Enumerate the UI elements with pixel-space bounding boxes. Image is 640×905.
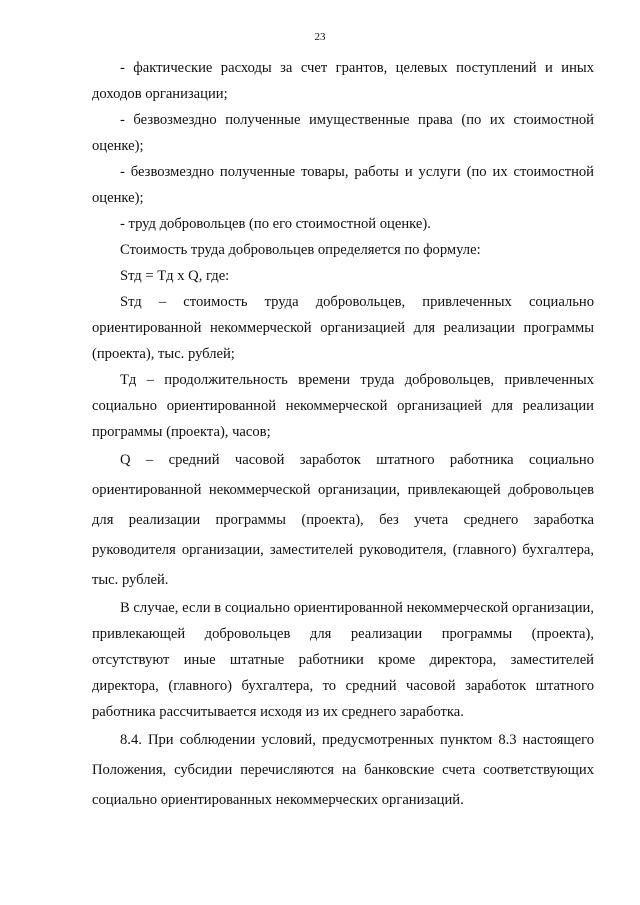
list-item-volunteer-labor: - труд добровольцев (по его стоимостной оценке). (120, 216, 431, 232)
document-body (92, 55, 594, 815)
case-paragraph: В случае, если в социально ориентированной некоммерческой организации, привлекающей добровольцев для реализации программы (проекта), отсутствуют иные штатные работники кроме директора, заместителей директора, (главного) бухгалтера, то средний часовой заработок штатного работника рассчитывается исходя из их среднего заработка. (92, 600, 594, 720)
list-item-property-rights: - безвозмездно полученные имущественные права (по их стоимостной оценке); (92, 112, 594, 154)
page-number: 23 (314, 31, 326, 43)
definition-std: Sтд – стоимость труда добровольцев, привлеченных социально ориентированной некоммерческой организацией для реализации программы (проекта), тыс. рублей; (92, 294, 594, 362)
definition-q: Q – средний часовой заработок штатного работника социально ориентированной некоммерческой организации, привлекающей добровольцев для реализации программы (проекта), без учета среднего заработка руководителя организации, заместителей руководителя, (главного) бухгалтера, тыс. рублей. (92, 452, 594, 588)
formula-intro: Стоимость труда добровольцев определяется по формуле: (120, 242, 481, 258)
formula: Sтд = Тд х Q, где: (120, 268, 230, 284)
clause-8-4: 8.4. При соблюдении условий, предусмотренных пунктом 8.3 настоящего Положения, субсидии перечисляются на банковские счета соответствующих социально ориентированных некоммерческих организаций. (92, 732, 594, 808)
list-item-grants: - фактические расходы за счет грантов, целевых поступлений и иных доходов организации; (92, 60, 594, 102)
list-item-goods-services: - безвозмездно полученные товары, работы и услуги (по их стоимостной оценке); (92, 164, 594, 206)
definition-td: Тд – продолжительность времени труда добровольцев, привлеченных социально ориентированной некоммерческой организацией для реализации программы (проекта), часов; (92, 372, 594, 440)
